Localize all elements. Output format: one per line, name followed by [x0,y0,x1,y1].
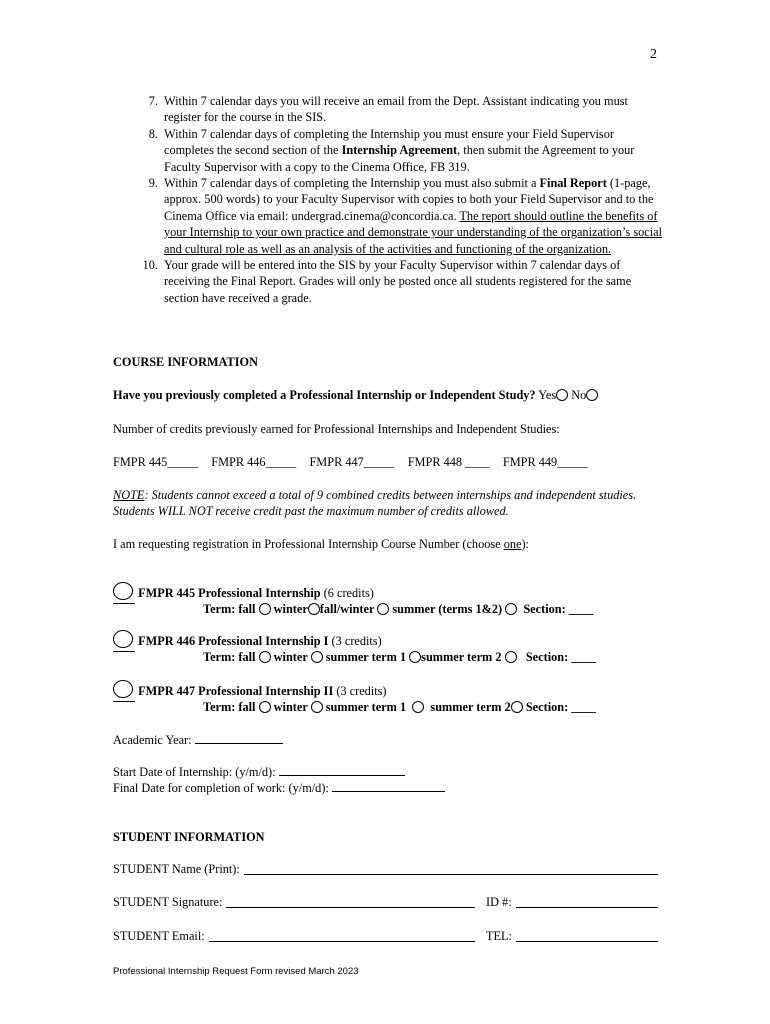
note-label: NOTE [113,488,145,502]
course-credits: (3 credits) [333,684,387,698]
student-email-row [113,929,475,944]
credits-fmpr448-field[interactable]: FMPR 448 ____ [407,455,490,469]
step-text: Within 7 calendar days of completing the Internship you must ensure your Field Supervisor completes the second section of the Internship Agreement, then submit the Agreement to your Faculty Supervisor with a copy to the Cinema Office, FB 319. [164,126,635,174]
academic-year-label: Academic Year: [113,733,192,747]
step-text: Within 7 calendar days you will receive an email from the Dept. Assistant indicating you must register for the course in the SIS. [164,94,628,125]
page-number: 2 [650,47,657,62]
course-credits: (6 credits) [320,586,374,600]
student-email-field[interactable] [209,929,475,942]
student-tel-row [486,929,658,944]
student-tel-label: TEL: [486,929,512,943]
credits-fmpr446-field[interactable]: FMPR 446_____ [211,455,297,469]
course-title: FMPR 445 Professional Internship [138,586,321,600]
credits-line: Number of credits previously earned for Professional Internships and Independent Studies: [113,422,560,436]
final-date-field[interactable] [332,781,445,792]
step-8 [113,126,663,175]
final-date-row [113,781,445,796]
fmpr445-select-radio[interactable] [113,582,135,601]
previous-internship-question [113,388,598,403]
start-date-field[interactable] [279,765,405,776]
term-winter-radio[interactable] [311,701,323,713]
student-id-row [486,895,658,910]
yes-label: Yes [538,388,557,402]
term-summer1-radio[interactable] [409,651,421,663]
student-signature-field[interactable] [226,895,475,908]
course-information-heading: COURSE INFORMATION [113,355,258,369]
step-7 [113,93,663,126]
student-name-label: STUDENT Name (Print): [113,862,240,876]
step-number: 9. [148,176,158,191]
term-fall-radio[interactable] [259,603,271,615]
registration-request-line: I am requesting registration in Professional Internship Course Number (choose one): [113,537,529,551]
final-report-bold: Final Report [539,176,607,191]
term-winter-radio[interactable] [308,603,320,615]
student-name-row [113,862,658,877]
start-date-label: Start Date of Internship: (y/m/d): [113,765,276,779]
section-field[interactable]: Section: ____ [525,650,596,664]
academic-year-row [113,733,283,748]
course-fmpr445 [113,582,673,617]
step-9 [113,175,663,257]
term-winter-radio[interactable] [311,651,323,663]
fmpr447-terms: Term: fall winter summer term 1 summer term 2 Section: ____ [203,700,596,714]
credits-fmpr447-field[interactable]: FMPR 447_____ [309,455,395,469]
question-text: Have you previously completed a Professional Internship or Independent Study? [113,388,536,402]
course-fmpr446 [113,630,673,665]
term-fall-winter-radio[interactable] [377,603,389,615]
fmpr447-select-radio[interactable] [113,680,135,699]
credits-note [113,487,663,520]
step-text: Within 7 calendar days of completing the Internship you must also submit a Final Report (1-page, approx. 500 words) to your Faculty Supervisor with copies to both your Field Supervisor and to the Cinema Office via email: undergrad.cinema@concordia.ca. The report should outline the benefits of your Internship to your own practice and demonstrate your understanding of the organization’s social and cultural role as well as an analysis of the activities and functioning of the organization. [164,176,663,256]
term-fall-radio[interactable] [259,651,271,663]
credits-courses [113,455,673,470]
credits-fmpr445-field[interactable]: FMPR 445_____ [113,455,199,469]
section-field[interactable]: Section: ____ [523,602,594,616]
term-summer-radio[interactable] [505,603,517,615]
term-fall-radio[interactable] [259,701,271,713]
course-fmpr447 [113,680,673,715]
start-date-row [113,765,405,780]
academic-year-field[interactable] [195,733,283,744]
student-information-heading: STUDENT INFORMATION [113,830,265,844]
no-radio[interactable] [586,389,598,401]
term-summer2-radio[interactable] [505,651,517,663]
course-title: FMPR 446 Professional Internship I [138,634,329,648]
yes-radio[interactable] [556,389,568,401]
fmpr446-select-radio[interactable] [113,630,135,649]
student-email-label: STUDENT Email: [113,929,205,943]
student-signature-label: STUDENT Signature: [113,895,223,909]
fmpr446-terms: Term: fall winter summer term 1 summer term 2 Section: ____ [203,650,596,664]
step-text: Your grade will be entered into the SIS by your Faculty Supervisor within 7 calendar days of receiving the Final Report. Grades will only be posted once all students registered for the same section have received a grade. [164,258,632,305]
student-id-field[interactable] [516,895,658,908]
student-tel-field[interactable] [516,929,658,942]
page-footer: Professional Internship Request Form revised March 2023 [113,966,359,977]
fmpr445-terms: Term: fall winter fall/winter summer (terms 1&2) Section: ____ [203,602,594,616]
instruction-steps [113,93,663,306]
step-number: 10. [142,258,158,273]
course-credits: (3 credits) [328,634,382,648]
note-text: : Students cannot exceed a total of 9 combined credits between internships and independent studies. Students WILL NOT receive credit past the maximum number of credits allowed. [113,488,637,519]
no-label: No [571,388,587,402]
student-id-label: ID #: [486,895,512,909]
step-number: 8. [148,126,158,141]
course-title: FMPR 447 Professional Internship II [138,684,334,698]
student-name-field[interactable] [244,862,658,875]
internship-agreement-bold: Internship Agreement [341,143,458,158]
credits-fmpr449-field[interactable]: FMPR 449_____ [502,455,588,469]
final-date-label: Final Date for completion of work: (y/m/d): [113,781,329,795]
report-requirements-underlined: The report should outline the benefits of your Internship to your own practice and demonstrate your understanding of the organization’s social and cultural role as well as an analysis of the activities and functioning of the organization. [164,208,663,256]
step-number: 7. [148,94,158,108]
term-summer1-radio[interactable] [412,701,424,713]
section-field[interactable]: Section: ____ [525,700,596,714]
term-summer2-radio[interactable] [511,701,523,713]
step-10 [113,257,663,306]
student-signature-row [113,895,475,910]
